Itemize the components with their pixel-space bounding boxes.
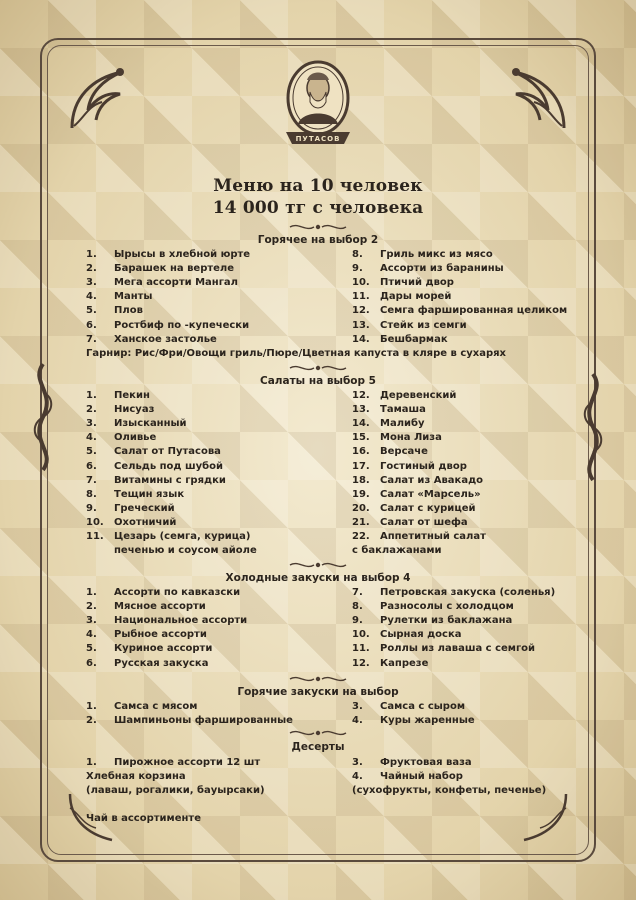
hot-item — [86, 276, 238, 289]
item-number: 2. — [86, 601, 97, 613]
item-name: Птичий двор — [380, 277, 454, 289]
item-number: 14. — [352, 333, 370, 345]
item-name: Пирожное ассорти 12 шт — [114, 757, 261, 768]
hot-item — [352, 304, 567, 317]
item-number: 1. — [86, 701, 97, 712]
item-name: Аппетитный салат — [380, 531, 486, 542]
item-number: 17. — [352, 460, 370, 472]
item-number: 4. — [86, 629, 97, 641]
item-name: Тамаша — [380, 404, 426, 416]
salads-item — [86, 431, 156, 444]
item-number: 3. — [352, 701, 363, 712]
salads-item — [352, 488, 481, 501]
item-number: 11. — [352, 643, 370, 655]
item-name: Версаче — [380, 446, 428, 458]
salads-item — [352, 445, 428, 458]
item-number: 13. — [352, 404, 370, 416]
menu-price: 14 000 тг с человека — [212, 198, 424, 218]
item-name: Салат «Марсель» — [380, 488, 481, 500]
item-name: Куриное ассорти — [114, 643, 213, 655]
hot-item — [352, 319, 467, 332]
item-number: 12. — [352, 390, 370, 401]
section-divider — [288, 363, 348, 373]
item-number: 12. — [352, 305, 370, 317]
desserts-item — [352, 770, 463, 783]
desserts-item — [352, 756, 472, 769]
hot-item — [352, 333, 448, 346]
item-number: 6. — [86, 657, 97, 669]
item-name: Плов — [114, 305, 143, 317]
item-number: 22. — [352, 531, 370, 542]
item-number: 3. — [86, 418, 97, 430]
item-name: Манты — [114, 291, 153, 303]
item-name: Бешбармак — [380, 333, 448, 345]
item-name: Ханское застолье — [114, 333, 217, 345]
tea-note: Чай в ассортименте — [86, 813, 202, 824]
item-name: Капрезе — [380, 657, 429, 669]
item-name: Гостиный двор — [380, 460, 467, 472]
cold-item — [86, 586, 240, 599]
cold-item — [352, 657, 428, 670]
item-name: Нисуаз — [114, 404, 155, 416]
item-number: 8. — [86, 488, 97, 500]
item-name: Рулетки из баклажана — [380, 615, 513, 627]
right-side-flourish — [576, 372, 610, 482]
item-number: 9. — [352, 263, 363, 275]
section-divider — [288, 560, 348, 570]
item-name: Сырная доска — [380, 629, 462, 641]
salads-item — [86, 502, 175, 515]
item-number: 15. — [352, 432, 370, 444]
item-name: Русская закуска — [114, 657, 209, 669]
item-number: 3. — [86, 277, 97, 289]
hot-item — [352, 248, 493, 261]
hot-item — [352, 276, 454, 289]
salads-item — [352, 530, 486, 543]
salads-item — [86, 417, 187, 430]
item-number: 2. — [86, 404, 97, 416]
item-name: Шампиньоны фаршированные — [114, 715, 293, 727]
item-number: 4. — [352, 715, 363, 727]
section-divider — [288, 728, 348, 738]
salads-continuation: с баклажанами — [352, 545, 442, 557]
item-name: Охотничий — [114, 516, 177, 528]
item-number: 20. — [352, 502, 370, 514]
item-number: 8. — [352, 249, 363, 260]
item-name: Оливье — [114, 432, 157, 444]
item-name: Самса с сыром — [380, 701, 465, 712]
item-name: Национальное ассорти — [114, 615, 248, 627]
item-name: Самса с мясом — [114, 701, 198, 712]
hot-item — [86, 333, 217, 346]
item-name: Ассорти из баранины — [380, 263, 504, 275]
hot-item — [86, 248, 250, 261]
item-name: Малибу — [380, 418, 425, 430]
item-number: 10. — [352, 629, 370, 641]
item-number: 11. — [352, 291, 370, 303]
salads-item — [86, 389, 150, 402]
item-name: Ырысы в хлебной юрте — [114, 249, 251, 260]
section-divider — [288, 222, 348, 232]
item-name: Сельдь под шубой — [114, 460, 223, 472]
cold-item — [86, 600, 206, 613]
salads-item — [352, 460, 467, 473]
item-name: Ростбиф по -купечески — [114, 319, 250, 331]
hot-item — [86, 290, 152, 303]
item-name: Греческий — [114, 502, 175, 514]
cold-item — [352, 586, 555, 599]
item-name: Цезарь (семга, курица) — [114, 531, 251, 542]
hot-snacks-item — [86, 700, 197, 713]
item-number: 3. — [86, 615, 97, 627]
item-name: Салат с курицей — [380, 502, 476, 514]
item-name: Гриль микс из мясо — [380, 249, 493, 260]
salads-continuation: печенью и соусом айоле — [114, 545, 257, 557]
salads-item — [86, 445, 221, 458]
cold-item — [352, 600, 514, 613]
item-name: Деревенский — [380, 390, 457, 401]
item-number: 7. — [86, 474, 97, 486]
item-number: 7. — [352, 587, 363, 598]
item-number: 5. — [86, 305, 97, 317]
salads-item — [352, 502, 476, 515]
desserts-item: (лаваш, рогалики, бауырсаки) — [86, 785, 265, 797]
item-name: Разносолы с холодцом — [380, 601, 514, 613]
cold-item — [86, 657, 208, 670]
item-number: 6. — [86, 460, 97, 472]
item-name: Салат от шефа — [380, 516, 468, 528]
hot-section-title: Горячее на выбор 2 — [257, 234, 379, 246]
item-name: Роллы из лаваша с семгой — [380, 643, 536, 655]
item-number: 1. — [86, 587, 97, 598]
hot-item — [352, 262, 504, 275]
item-name: Семга фаршированная целиком — [380, 305, 568, 317]
desserts-item: Хлебная корзина — [86, 771, 186, 783]
item-number: 9. — [352, 615, 363, 627]
hot-snacks-item — [352, 700, 465, 713]
item-number: 5. — [86, 643, 97, 655]
hot-snacks-item — [86, 714, 293, 727]
item-name: Изысканный — [114, 418, 187, 430]
salads-section-title: Салаты на выбор 5 — [260, 375, 376, 387]
cold-item — [352, 628, 462, 641]
item-number: 9. — [86, 502, 97, 514]
item-number: 16. — [352, 446, 370, 458]
cold-item — [86, 642, 212, 655]
item-number: 19. — [352, 488, 370, 500]
item-name: Витамины с грядки — [114, 474, 226, 486]
desserts-section-title: Десерты — [291, 741, 345, 753]
item-number: 21. — [352, 516, 370, 528]
logo-text: ПУТАСОВ — [295, 135, 341, 143]
cold-item — [86, 614, 247, 627]
salads-item — [86, 530, 251, 543]
hot-item — [86, 304, 143, 317]
item-number: 1. — [86, 757, 97, 768]
hot-item — [352, 290, 451, 303]
cold-item — [352, 642, 535, 655]
item-name: Пекин — [114, 390, 150, 401]
item-number: 1. — [86, 390, 97, 401]
top-left-flourish — [62, 58, 142, 138]
hot-snacks-section-title: Горячие закуски на выбор — [237, 686, 399, 698]
item-name: Барашек на вертеле — [114, 263, 235, 275]
item-number: 11. — [86, 531, 104, 542]
salads-item — [352, 431, 442, 444]
desserts-item — [86, 756, 260, 769]
hot-item — [86, 319, 249, 332]
item-name: Дары морей — [380, 291, 452, 303]
salads-item — [86, 516, 176, 529]
item-name: Рыбное ассорти — [114, 629, 207, 641]
cold-item — [352, 614, 512, 627]
item-number: 1. — [86, 249, 97, 260]
item-number: 14. — [352, 418, 370, 430]
item-number: 4. — [86, 291, 97, 303]
hot-item — [86, 262, 234, 275]
salads-item — [352, 474, 483, 487]
item-number: 8. — [352, 601, 363, 613]
item-number: 6. — [86, 319, 97, 331]
item-name: Куры жаренные — [380, 715, 475, 727]
garnish-note: Гарнир: Рис/Фри/Овощи гриль/Пюре/Цветная капуста в кляре в сухарях — [86, 347, 507, 359]
salads-item — [352, 516, 468, 529]
item-number: 4. — [352, 771, 363, 783]
top-right-flourish — [494, 58, 574, 138]
salads-item — [86, 488, 184, 501]
salads-item — [86, 474, 226, 487]
desserts-item: (сухофрукты, конфеты, печенье) — [352, 785, 547, 797]
item-number: 10. — [352, 277, 370, 289]
section-divider — [288, 674, 348, 684]
item-number: 7. — [86, 333, 97, 345]
item-name: Мега ассорти Мангал — [114, 277, 239, 289]
salads-item — [86, 460, 223, 473]
salads-item — [352, 417, 425, 430]
item-number: 12. — [352, 657, 370, 669]
menu-title: Меню на 10 человек — [213, 176, 423, 196]
item-number: 13. — [352, 319, 370, 331]
item-name: Фруктовая ваза — [380, 757, 472, 768]
item-name: Мясное ассорти — [114, 601, 206, 613]
cold-section-title: Холодные закуски на выбор 4 — [225, 572, 411, 584]
item-number: 3. — [352, 757, 363, 768]
salads-item — [86, 403, 154, 416]
item-name: Петровская закуска (соленья) — [380, 587, 556, 598]
cold-item — [86, 628, 207, 641]
item-name: Стейк из семги — [380, 319, 467, 331]
item-number: 2. — [86, 263, 97, 275]
item-name: Ассорти по кавказски — [114, 587, 241, 598]
item-name: Мона Лиза — [380, 432, 442, 444]
item-number: 5. — [86, 446, 97, 458]
item-number: 4. — [86, 432, 97, 444]
salads-item — [352, 389, 456, 402]
item-name: Салат из Авакадо — [380, 474, 484, 486]
item-name: Салат от Путасова — [114, 446, 221, 458]
salads-item — [352, 403, 426, 416]
hot-snacks-item — [352, 714, 475, 727]
item-number: 10. — [86, 516, 104, 528]
item-number: 18. — [352, 474, 370, 486]
item-number: 2. — [86, 715, 97, 727]
item-name: Чайный набор — [380, 771, 463, 783]
item-name: Тещин язык — [114, 488, 185, 500]
